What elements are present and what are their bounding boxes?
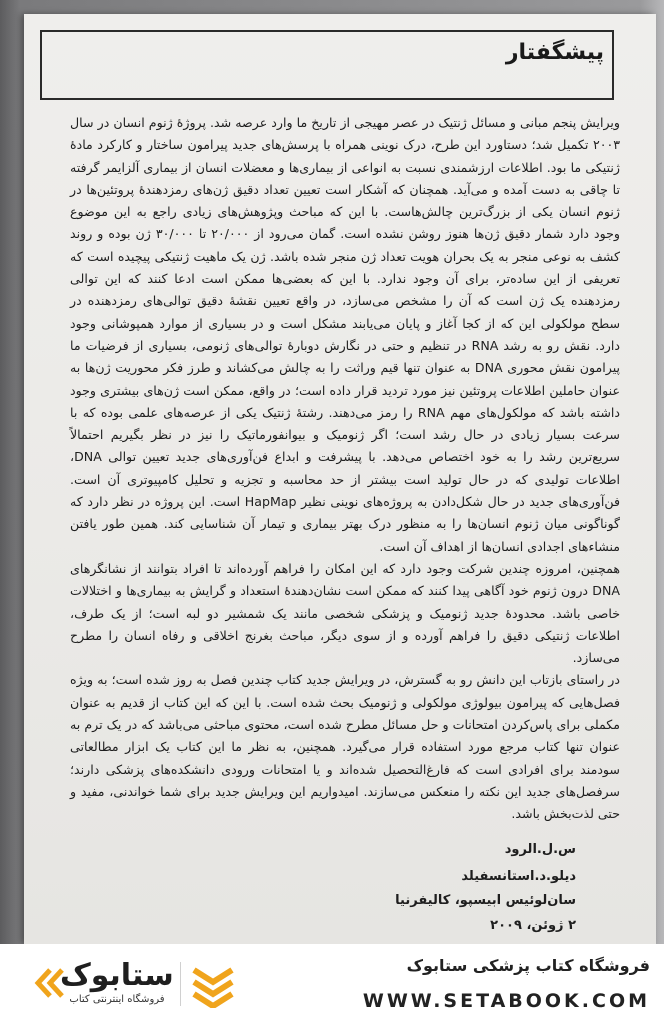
title-rule (40, 98, 614, 100)
store-url-link[interactable]: WWW.SETABOOK.COM (362, 990, 650, 1012)
paragraph-3: در راستای بازتاب این دانش رو به گسترش، در ویرایش جدید کتاب چندین فصل به روز شده است؛ به ویژه فصل‌هایی که پیرامون بیولوژی مولکولی و ژنومیک بحث شده است. با این که این کتاب از قدیم به عنوان مکملی برای پاس‌کردن امتحانات و حل مسائل مطرح شده است، محتوی مباحثی می‌باشد که در یک ترم به عنوان تنها کتاب مرجع مورد استفاده قرار می‌گیرد. همچنین، به نظر ما این کتاب یک ابزار مطالعاتی سودمند برای افرادی است که فارغ‌التحصیل شده‌اند و یا امتحانات ورودی دانشکده‌های پزشکی دارند؛ سرفصل‌های جدید این نکته را منعکس می‌سازند. امیدواریم این ویرایش جدید برای شما خواندنی، مفید و حتی لذت‌بخش باشد. (70, 672, 620, 822)
signature-place: سان‌لوئیس ابیسپو، کالیفرنیا (395, 893, 576, 908)
store-name: فروشگاه کتاب پزشکی ستابوک (406, 956, 650, 975)
logo-divider (180, 962, 181, 1006)
paragraph-2: همچنین، امروزه چندین شرکت وجود دارد که این امکان را فراهم آورده‌اند تا افراد بتوانند از نشانگرهای DNA درون ژنوم خود آگاهی پیدا کنند که ممکن است نشان‌دهندهٔ استعداد و گرایش به بیماری‌ها و اختلالات خاصی باشد. محدودهٔ جدید ژنومیک و پزشکی شخصی مانند یک شمشیر دو لبه است؛ از یک طرف، اطلاعات ژنتیکی دقیق را فراهم آورده و از سوی دیگر، مباحث بغرنج اخلاقی و رفاه انسان را مطرح می‌سازد. (70, 560, 620, 666)
logo-tagline: فروشگاه اینترنتی کتاب (69, 994, 165, 1005)
preface-body (70, 112, 620, 826)
paragraph-1: ویرایش پنجم مبانی و مسائل ژنتیک در عصر مهیجی از تاریخ ما وارد عرصه شد. پروژهٔ ژنوم انسان در سال ۲۰۰۳ تکمیل شد؛ دستاورد این طرح، درک نوینی همراه با پرسش‌های جدید پیرامون ساختار و کارکرد مادهٔ ژنتیکی ما بود. اطلاعات ارزشمندی نسبت به انواعی از بیماری‌ها و معضلات انسان از بیماری آلزایمر گرفته تا چاقی به دست آمده و می‌آید. همچنان که آشکار است تعیین تعداد دقیق ژن‌های رمزدهندهٔ پروتئین‌ها در ژنوم انسان یکی از بزرگ‌ترین چالش‌هاست. با این که مباحث وپژوهش‌های زیادی راجع به این موضوع وجود دارد شمار دقیق ژن‌ها هنوز روشن نشده است. گمان می‌رود از ۲۰/۰۰۰ تا ۳۰/۰۰۰ ژن بوده و روند کشف به نوعی منجر به یک بحران هویت تعداد ژن منجر شده باشد. ژن یک ماهیت ژنتیکی پیچیده است که تعریفی از این ساده‌تر، برای آن وجود ندارد. با این که بعضی‌ها ممکن است ادعا کنند که این توالی رمزدهنده یک ژن است که آن را مشخص می‌سازد، در واقع تعیین نقشهٔ دقیق توالی‌های رمزدهنده در سطح مولکولی این که از کجا آغاز و پایان می‌یابند مشکل است و در بسیاری از موارد همپوشانی وجود دارد. نقش رو به رشد RNA در تنظیم و حتی در نگارش دوبارهٔ توالی‌های ژنومی، بسیاری از فرضیات ما پیرامون نقش محوری DNA به عنوان تنها قیم وراثت را به چالش می‌کشاند و طرز فکر محوریت ژن‌ها به عنوان حاملین اطلاعات پروتئین نیز مورد تردید قرار داده است؛ در واقع، ممکن است ژن‌های بیشتری وجود داشته باشد که مولکول‌های مهم RNA را رمز می‌دهند. رشتهٔ ژنتیک یکی از عرصه‌های علمی بوده که با سرعت بسیار زیادی در حال رشد است؛ اگر ژنومیک و بیوانفورماتیک را نیز در نظر بگیریم احتمالاً سریع‌ترین رشد را به خود اختصاص می‌دهد. با پیشرفت و ابداع فن‌آوری‌های جدید تعیین توالی DNA، اطلاعات تولیدی که در حال تولید است بیشتر از حد محاسبه و تجزیه و تحلیل کامپیوتری آن است. فن‌آوری‌های جدید در حال شکل‌دادن به پروژه‌های نوینی نظیر HapMap است. این پروژه در نظر دارد که گوناگونی میان ژنوم انسان‌ها را به منظور درک بهتر بیماری و تیمار آن شناسایی کند. همین طور یافتن منشاءهای اجدادی انسان‌ها از اهداف آن است. (70, 115, 621, 554)
logo-wordmark: ستابوک (60, 958, 174, 993)
chevron-stack-icon (188, 962, 238, 1008)
signature-date: ۲ ژوئن، ۲۰۰۹ (490, 918, 576, 933)
page-title: پیشگفتار (505, 40, 604, 65)
signature-author-2: دیلو.د.استانسفیلد (461, 869, 576, 884)
signature-author-1: س.ل.الرود (504, 842, 576, 857)
